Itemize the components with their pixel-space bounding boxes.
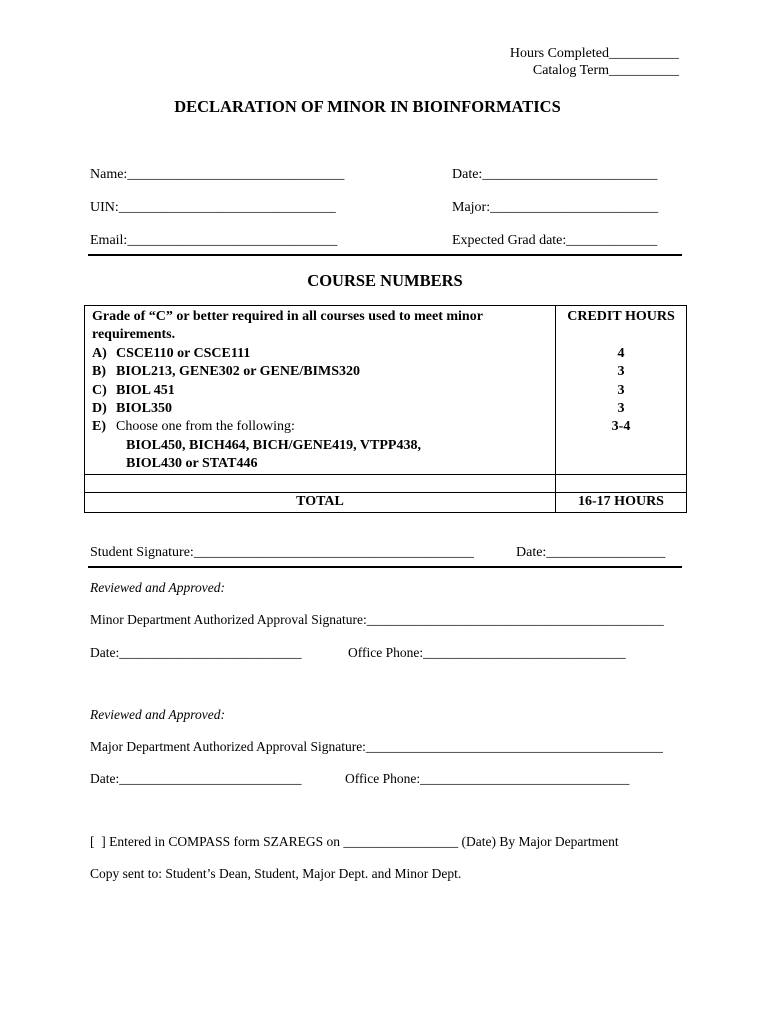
course-name: BIOL350 bbox=[116, 401, 173, 417]
major-office-phone-field[interactable]: Office Phone:_______________________________ bbox=[345, 771, 630, 786]
course-name: Choose one from the following: bbox=[116, 419, 295, 435]
course-requirements-cell bbox=[85, 306, 556, 475]
divider bbox=[88, 566, 682, 568]
credit-hours-cell bbox=[556, 306, 687, 475]
credit-value: 3 bbox=[617, 382, 625, 398]
hours-completed: Hours Completed__________ bbox=[509, 46, 679, 61]
expected-grad-field[interactable]: Expected Grad date:_____________ bbox=[452, 233, 658, 248]
major-review-heading: Reviewed and Approved: bbox=[90, 707, 225, 722]
row-letter: C) bbox=[92, 382, 107, 398]
section-title: COURSE NUMBERS bbox=[307, 271, 463, 290]
page-title: DECLARATION OF MINOR IN BIOINFORMATICS bbox=[174, 97, 561, 116]
course-row-b bbox=[92, 363, 548, 381]
credit-hours-header: CREDIT HOURS bbox=[567, 309, 675, 324]
course-row-e bbox=[92, 418, 548, 436]
row-letter: A) bbox=[92, 345, 107, 361]
major-field[interactable]: Major:________________________ bbox=[452, 200, 659, 215]
row-letter: B) bbox=[92, 364, 106, 380]
uin-field[interactable]: UIN:_______________________________ bbox=[90, 200, 336, 215]
minor-review-heading: Reviewed and Approved: bbox=[90, 580, 225, 595]
minor-office-phone-field[interactable]: Office Phone:______________________________ bbox=[348, 645, 626, 660]
credit-value: 3-4 bbox=[611, 419, 631, 435]
course-name: BIOL213, GENE302 or GENE/BIMS320 bbox=[116, 364, 361, 380]
course-row-d bbox=[92, 400, 548, 418]
total-value: 16-17 HOURS bbox=[556, 492, 687, 512]
catalog-term: Catalog Term__________ bbox=[532, 63, 679, 78]
credit-value: 4 bbox=[617, 345, 625, 361]
date-field[interactable]: Date:_________________________ bbox=[452, 167, 658, 182]
total-label: TOTAL bbox=[85, 492, 556, 512]
student-signature-field[interactable]: Student Signature:________________________________________ bbox=[90, 545, 474, 560]
minor-date-field[interactable]: Date:___________________________ bbox=[90, 645, 302, 660]
course-row-c bbox=[92, 382, 548, 400]
major-approval-signature-field[interactable]: Major Department Authorized Approval Signature:____________________________________________ bbox=[90, 739, 663, 754]
requirements-header: Grade of “C” or better required in all courses used to meet minor requirements. bbox=[92, 309, 483, 343]
course-name: BIOL 451 bbox=[116, 382, 175, 398]
copy-sent-note: Copy sent to: Student’s Dean, Student, Major Dept. and Minor Dept. bbox=[90, 866, 462, 881]
minor-approval-signature-field[interactable]: Minor Department Authorized Approval Signature:____________________________________________ bbox=[90, 612, 664, 627]
elective-options: BIOL430 or STAT446 bbox=[126, 456, 258, 472]
compass-entry-checkbox[interactable]: [ ] Entered in COMPASS form SZAREGS on _________________ (Date) By Major Department bbox=[90, 834, 619, 849]
row-letter: E) bbox=[92, 419, 106, 435]
course-name: CSCE110 or CSCE111 bbox=[116, 345, 251, 361]
signature-date-field[interactable]: Date:_________________ bbox=[516, 545, 666, 560]
major-date-field[interactable]: Date:___________________________ bbox=[90, 771, 302, 786]
divider bbox=[88, 254, 682, 256]
course-row-a bbox=[92, 345, 548, 363]
row-letter: D) bbox=[92, 401, 107, 417]
elective-options: BIOL450, BICH464, BICH/GENE419, VTPP438, bbox=[126, 437, 421, 453]
course-table bbox=[84, 305, 687, 513]
name-field[interactable]: Name:_______________________________ bbox=[90, 167, 345, 182]
email-field[interactable]: Email:______________________________ bbox=[90, 233, 338, 248]
credit-value: 3 bbox=[617, 364, 625, 380]
credit-value: 3 bbox=[617, 401, 625, 417]
empty-cell bbox=[85, 474, 556, 492]
empty-cell bbox=[556, 474, 687, 492]
